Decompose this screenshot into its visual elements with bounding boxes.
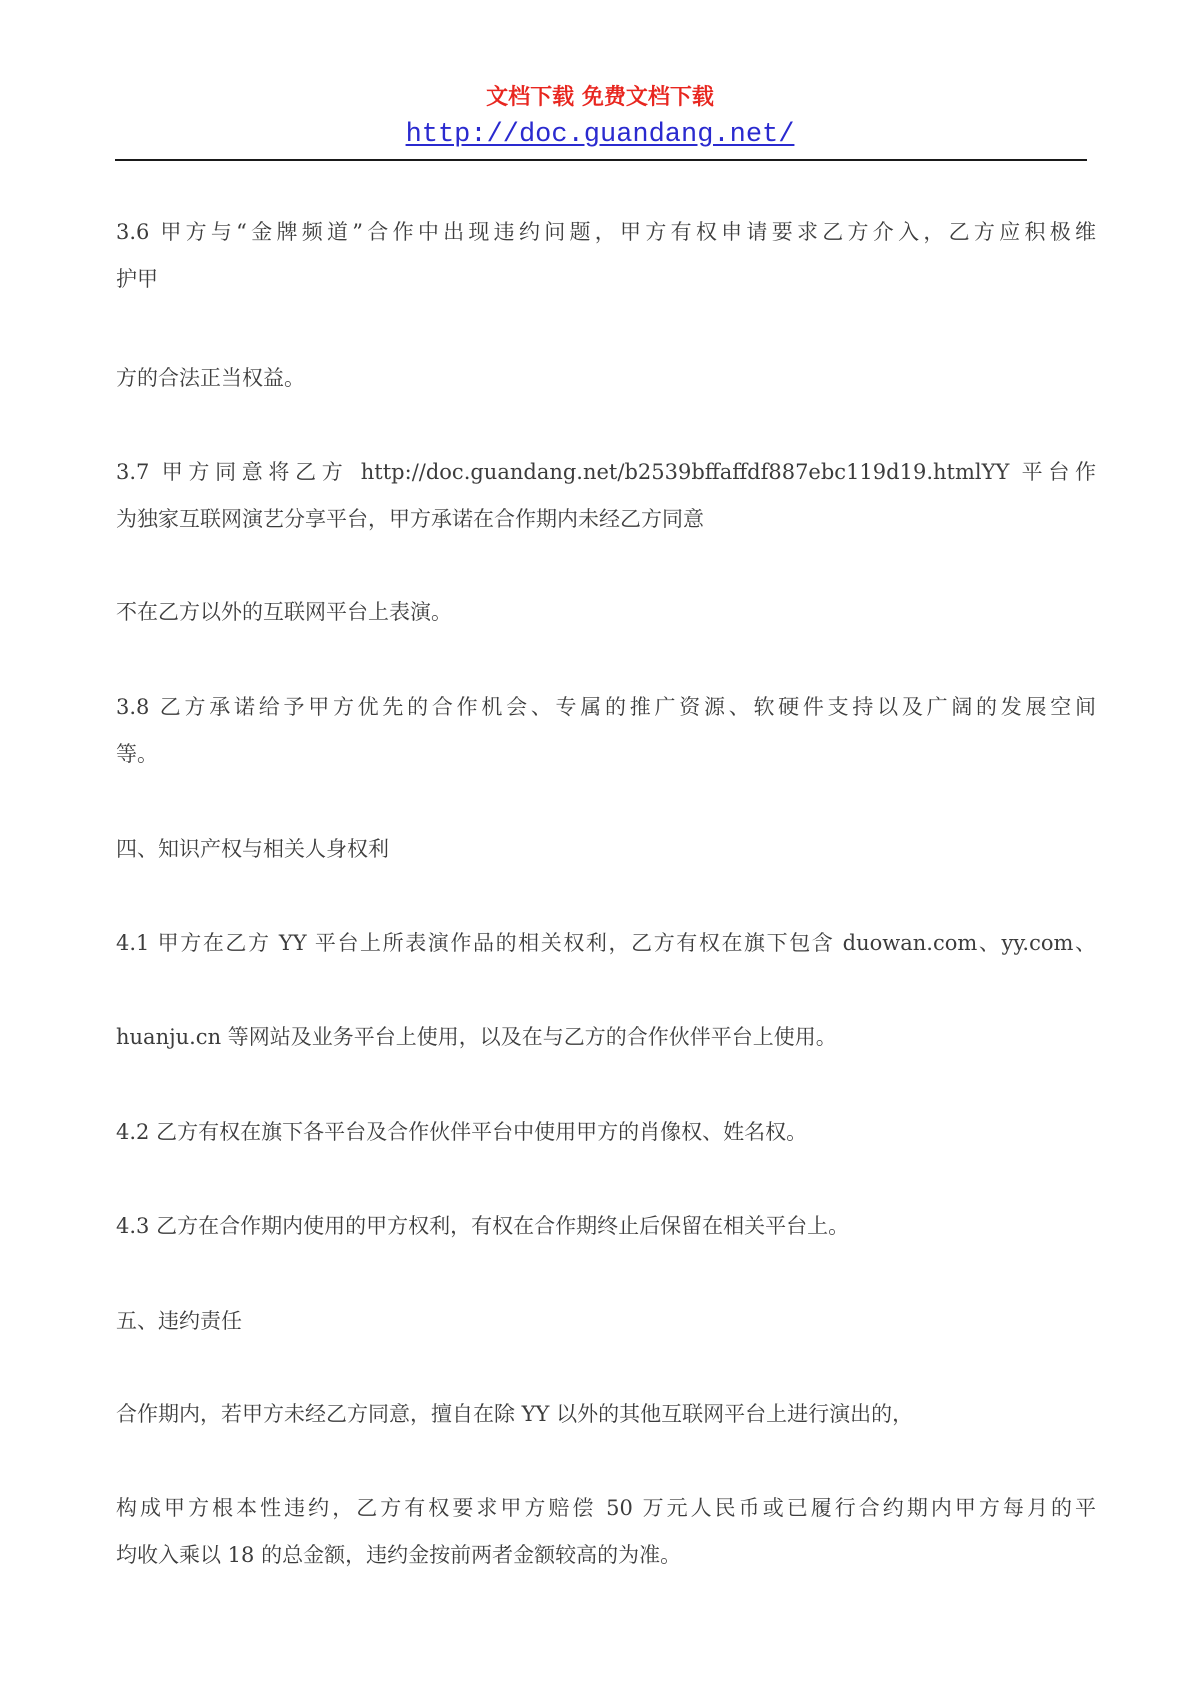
- clause-3-6-line-2: 护甲: [116, 267, 158, 291]
- clause-3-6-line-1: 3.6 甲方与“金牌频道”合作中出现违约问题，甲方有权申请要求乙方介入，乙方应积极维: [116, 220, 1096, 244]
- clause-3-7-line-1: 3.7 甲方同意将乙方 http://doc.guandang.net/b2539bffaffdf887ebc119d19.htmlYY 平台作: [116, 460, 1096, 484]
- header-divider: [115, 159, 1087, 161]
- penalty-paragraph-line-3: 均收入乘以 18 的总金额，违约金按前两者金额较高的为准。: [116, 1543, 682, 1567]
- clause-4-1-line-1: 4.1 甲方在乙方 YY 平台上所表演作品的相关权利，乙方有权在旗下包含 duowan.com、yy.com、: [116, 931, 1096, 955]
- site-banner-title: 文档下载 免费文档下载: [486, 85, 714, 110]
- clause-4-3: 4.3 乙方在合作期内使用的甲方权利，有权在合作期终止后保留在相关平台上。: [116, 1214, 850, 1238]
- clause-4-1-line-2: huanju.cn 等网站及业务平台上使用，以及在与乙方的合作伙伴平台上使用。: [116, 1025, 837, 1049]
- penalty-paragraph-line-2: 构成甲方根本性违约，乙方有权要求甲方赔偿 50 万元人民币或已履行合约期内甲方每月的平: [116, 1496, 1096, 1520]
- section-5-heading: 五、违约责任: [116, 1309, 242, 1333]
- clause-3-8-line-2: 等。: [116, 742, 158, 766]
- site-banner-link-wrapper: [0, 118, 1200, 152]
- clause-3-7-line-2: 为独家互联网演艺分享平台，甲方承诺在合作期内未经乙方同意: [116, 507, 704, 531]
- clause-3-8-line-1: 3.8 乙方承诺给予甲方优先的合作机会、专属的推广资源、软硬件支持以及广阔的发展空间: [116, 695, 1096, 719]
- site-url-link[interactable]: http://doc.guandang.net/: [405, 120, 795, 150]
- clause-3-6-line-3: 方的合法正当权益。: [116, 366, 305, 390]
- section-4-heading: 四、知识产权与相关人身权利: [116, 837, 389, 861]
- penalty-paragraph-line-1: 合作期内，若甲方未经乙方同意，擅自在除 YY 以外的其他互联网平台上进行演出的，: [116, 1402, 914, 1426]
- clause-4-2: 4.2 乙方有权在旗下各平台及合作伙伴平台中使用甲方的肖像权、姓名权。: [116, 1120, 808, 1144]
- clause-3-7-line-3: 不在乙方以外的互联网平台上表演。: [116, 600, 452, 624]
